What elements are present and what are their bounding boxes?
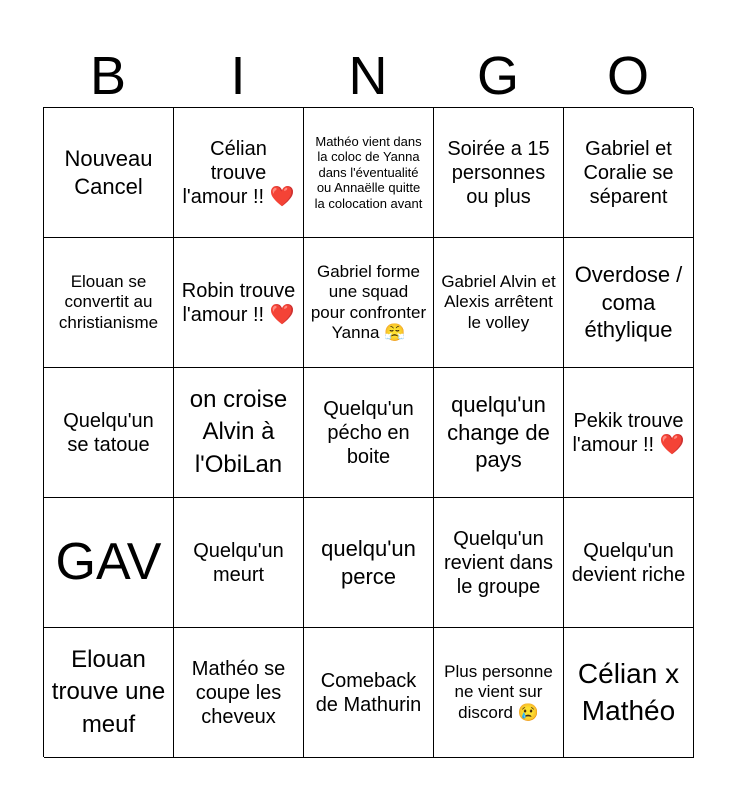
bingo-cell[interactable] xyxy=(44,368,174,498)
bingo-cell[interactable] xyxy=(434,108,564,238)
bingo-cell[interactable] xyxy=(174,498,304,628)
header-letter-i: I xyxy=(230,46,246,106)
cell-text: Nouveau Cancel xyxy=(64,146,153,199)
header-letter-n: N xyxy=(348,46,388,106)
cell-text: Célian x Mathéo xyxy=(577,658,680,726)
header-letter-b: B xyxy=(89,46,127,106)
bingo-cell[interactable] xyxy=(304,238,434,368)
bingo-cell[interactable] xyxy=(174,628,304,758)
bingo-cell[interactable] xyxy=(44,498,174,628)
cell-text: Gabriel forme une squad pour confronter Yanna 😤 xyxy=(310,261,427,342)
cell-text: Quelqu'un pécho en boite xyxy=(323,397,414,468)
bingo-cell[interactable] xyxy=(304,628,434,758)
cell-text: Gabriel et Coralie se séparent xyxy=(583,137,674,208)
cell-text: Robin trouve l'amour !! ❤️ xyxy=(181,279,296,326)
bingo-grid xyxy=(43,107,693,757)
cell-text: GAV xyxy=(55,533,162,592)
cell-text: Overdose / coma éthylique xyxy=(574,262,683,343)
cell-text: Pekik trouve l'amour !! ❤️ xyxy=(572,409,685,456)
bingo-cell[interactable] xyxy=(174,368,304,498)
cell-text: Comeback de Mathurin xyxy=(315,669,422,716)
bingo-cell[interactable] xyxy=(434,368,564,498)
bingo-cell[interactable] xyxy=(564,238,694,368)
bingo-header xyxy=(43,44,693,108)
cell-text: Quelqu'un devient riche xyxy=(571,539,686,586)
bingo-cell[interactable] xyxy=(304,368,434,498)
bingo-cell[interactable] xyxy=(564,628,694,758)
bingo-cell[interactable] xyxy=(434,238,564,368)
bingo-cell[interactable] xyxy=(174,238,304,368)
bingo-cell[interactable] xyxy=(564,368,694,498)
cell-text: Elouan trouve une meuf xyxy=(51,645,166,738)
bingo-cell[interactable] xyxy=(434,498,564,628)
cell-text: Célian trouve l'amour !! ❤️ xyxy=(182,137,295,208)
bingo-cell[interactable] xyxy=(564,108,694,238)
bingo-cell[interactable] xyxy=(44,628,174,758)
cell-text: Quelqu'un meurt xyxy=(193,539,284,586)
bingo-cell[interactable] xyxy=(434,628,564,758)
cell-text: quelqu'un change de pays xyxy=(447,392,550,473)
cell-text: Elouan se convertit au christianisme xyxy=(58,271,159,332)
cell-text: Quelqu'un se tatoue xyxy=(63,409,154,456)
bingo-cell[interactable] xyxy=(44,238,174,368)
cell-text: on croise Alvin à l'ObiLan xyxy=(189,385,288,478)
cell-text: Soirée a 15 personnes ou plus xyxy=(447,137,550,208)
cell-text: Mathéo vient dans la coloc de Yanna dans l'éventualité ou Annaëlle quitte la colocation avant xyxy=(314,133,423,211)
header-letter-o: O xyxy=(606,46,649,106)
header-letter-g: G xyxy=(476,46,519,106)
bingo-cell[interactable] xyxy=(304,108,434,238)
cell-text: Plus personne ne vient sur discord 😢 xyxy=(444,661,553,722)
cell-text: quelqu'un perce xyxy=(321,536,416,589)
bingo-cell[interactable] xyxy=(304,498,434,628)
cell-text: Gabriel Alvin et Alexis arrêtent le volley xyxy=(441,271,556,332)
bingo-cell[interactable] xyxy=(174,108,304,238)
bingo-cell[interactable] xyxy=(564,498,694,628)
cell-text: Quelqu'un revient dans le groupe xyxy=(444,527,553,598)
bingo-cell[interactable] xyxy=(44,108,174,238)
cell-text: Mathéo se coupe les cheveux xyxy=(191,657,286,728)
